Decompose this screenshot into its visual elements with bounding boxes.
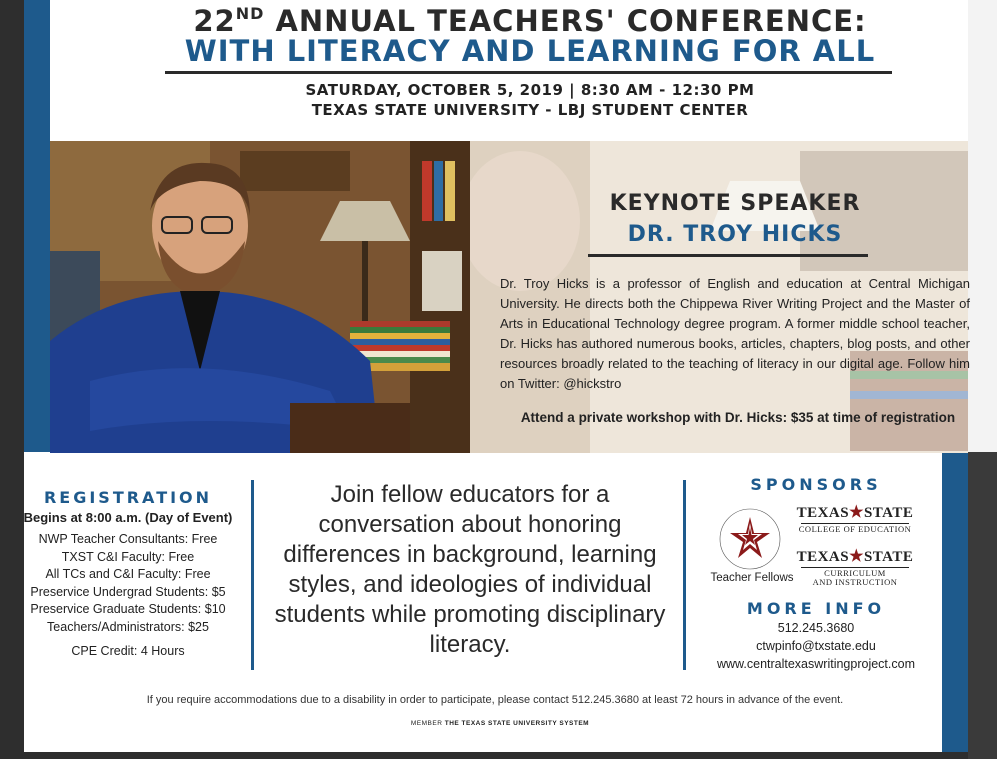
column-divider-left — [251, 480, 254, 670]
member-system-name: THE TEXAS STATE UNIVERSITY SYSTEM — [444, 720, 590, 727]
more-info-heading: MORE INFO — [746, 599, 886, 618]
logo2-word-a: TEXAS — [796, 549, 850, 565]
right-margin-dark — [968, 452, 997, 759]
conference-title-line2: WITH LITERACY AND LEARNING FOR ALL — [184, 34, 876, 68]
teacher-fellows-label: Teacher Fellows — [710, 572, 794, 584]
fee-item: All TCs and C&I Faculty: Free — [45, 567, 211, 581]
logo2-unit-line1: CURRICULUM — [824, 568, 886, 578]
workshop-offer: Attend a private workshop with Dr. Hicks: $35 at time of registration — [520, 410, 956, 425]
column-divider-right — [683, 480, 686, 670]
writing-project-seal-logo — [716, 505, 784, 573]
star-icon: ★ — [849, 504, 864, 521]
sponsors-heading: SPONSORS — [750, 475, 882, 494]
member-prefix: MEMBER — [410, 720, 443, 727]
star-icon: ★ — [849, 548, 864, 565]
logo1-word-a: TEXAS — [796, 505, 850, 521]
left-accent-bar — [24, 0, 50, 452]
fee-item: TXST C&I Faculty: Free — [61, 549, 195, 564]
title-number: 22 — [193, 4, 236, 38]
speaker-photo-illustration — [50, 141, 470, 453]
contact-website: www.centraltexaswritingproject.com — [717, 657, 915, 671]
fee-item: Preservice Graduate Students: $10 — [30, 602, 226, 616]
title-divider — [165, 71, 892, 74]
event-date: SATURDAY, OCTOBER 5, 2019 | 8:30 AM - 12:30 PM — [305, 81, 755, 99]
logo1-unit: COLLEGE OF EDUCATION — [798, 524, 912, 534]
logo2-wordmark — [795, 546, 915, 566]
fee-item: Preservice Undergrad Students: $5 — [30, 584, 226, 599]
texas-state-curriculum-logo — [795, 546, 915, 587]
logo1-word-b: STATE — [863, 505, 914, 521]
contact-info — [700, 619, 932, 673]
title-ordinal-suffix: ND — [235, 4, 265, 23]
registration-heading: REGISTRATION — [43, 488, 213, 507]
accommodations-notice: If you require accommodations due to a disability in order to participate, please contact 512.245.3680 at least 72 hours in advance of the event. — [146, 694, 844, 706]
right-accent-bar — [942, 452, 968, 752]
contact-phone: 512.245.3680 — [777, 621, 855, 635]
logo1-wordmark — [795, 502, 915, 522]
fee-item: NWP Teacher Consultants: Free — [38, 532, 218, 546]
contact-email: ctwpinfo@txstate.edu — [756, 639, 876, 653]
conference-title-line1 — [150, 4, 910, 38]
keynote-speaker-name: DR. TROY HICKS — [627, 222, 843, 247]
event-venue: TEXAS STATE UNIVERSITY - LBJ STUDENT CENTER — [311, 101, 749, 119]
texas-state-education-logo — [795, 502, 915, 534]
speaker-photo — [50, 141, 470, 453]
keynote-divider — [588, 254, 868, 257]
member-system-line — [300, 720, 700, 727]
invitation-text: Join fellow educators for a conversation about honoring differences in background, learning styles, and ideologies of individual students while promoting disciplinary literacy. — [274, 481, 666, 658]
logo2-unit-line2: AND INSTRUCTION — [812, 577, 898, 587]
registration-fee-list — [14, 531, 242, 636]
registration-begins: Begins at 8:00 a.m. (Day of Event) — [23, 510, 233, 525]
logo2-word-b: STATE — [863, 549, 914, 565]
title-rest: ANNUAL TEACHERS' CONFERENCE: — [264, 4, 867, 38]
speaker-bio: Dr. Troy Hicks is a professor of English and education at Central Michigan University. He directs both the Chippewa River Writing Project and the Master of Arts in Educational Technology degree program. A former middle school teacher, Dr. Hicks has authored numerous books, articles, chapters, blog posts, and other resources broadly related to the teaching of literacy in our digital age. Follow him on Twitter: @hickstro — [500, 276, 970, 391]
fee-item: Teachers/Administrators: $25 — [47, 619, 209, 634]
cpe-credit: CPE Credit: 4 Hours — [71, 644, 185, 658]
keynote-heading: KEYNOTE SPEAKER — [609, 191, 861, 216]
